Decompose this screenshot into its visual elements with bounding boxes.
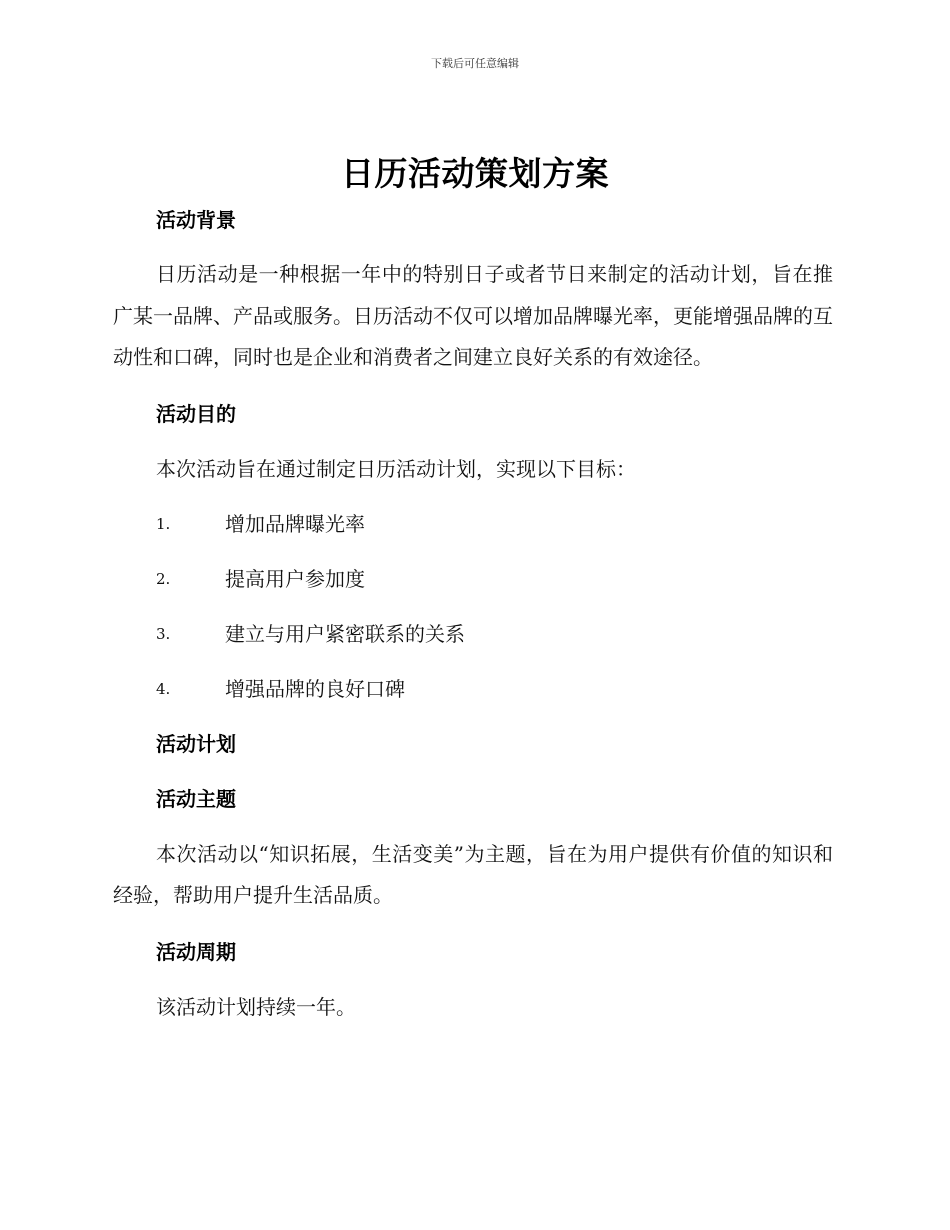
period-paragraph: 该活动计划持续一年。 [156, 994, 356, 1019]
purpose-intro: 本次活动旨在通过制定日历活动计划，实现以下目标： [156, 456, 636, 481]
list-item-text: 增加品牌曝光率 [225, 511, 365, 536]
list-item-number: 2. [156, 569, 171, 588]
theme-paragraph: 本次活动以“知识拓展，生活变美”为主题，旨在为用户提供有价值的知识和经验，帮助用户提升生活品质。 [113, 841, 833, 907]
list-item [113, 504, 833, 544]
section-heading-theme: 活动主题 [156, 786, 236, 811]
list-item-number: 4. [156, 679, 171, 698]
section-heading-background: 活动背景 [156, 208, 236, 232]
list-item-text: 提高用户参加度 [225, 566, 365, 591]
section-heading-period: 活动周期 [156, 939, 236, 964]
background-paragraph: 日历活动是一种根据一年中的特别日子或者节日来制定的活动计划，旨在推广某一品牌、产品或服务。日历活动不仅可以增加品牌曝光率，更能增强品牌的互动性和口碑，同时也是企业和消费者之间建立良好关系的有效途径。 [113, 262, 833, 369]
section-heading-plan: 活动计划 [156, 731, 236, 756]
list-item [113, 559, 833, 599]
header-note: 下载后可任意编辑 [431, 57, 519, 70]
section-heading-purpose: 活动目的 [156, 401, 236, 426]
list-item [113, 669, 833, 709]
goals-list [113, 504, 833, 709]
list-item-number: 1. [156, 514, 171, 533]
list-item-text: 增强品牌的良好口碑 [225, 676, 405, 701]
document-title: 日历活动策划方案 [341, 154, 609, 193]
list-item-number: 3. [156, 624, 171, 643]
list-item-text: 建立与用户紧密联系的关系 [225, 621, 465, 646]
document-body [113, 200, 833, 1028]
list-item [113, 614, 833, 654]
